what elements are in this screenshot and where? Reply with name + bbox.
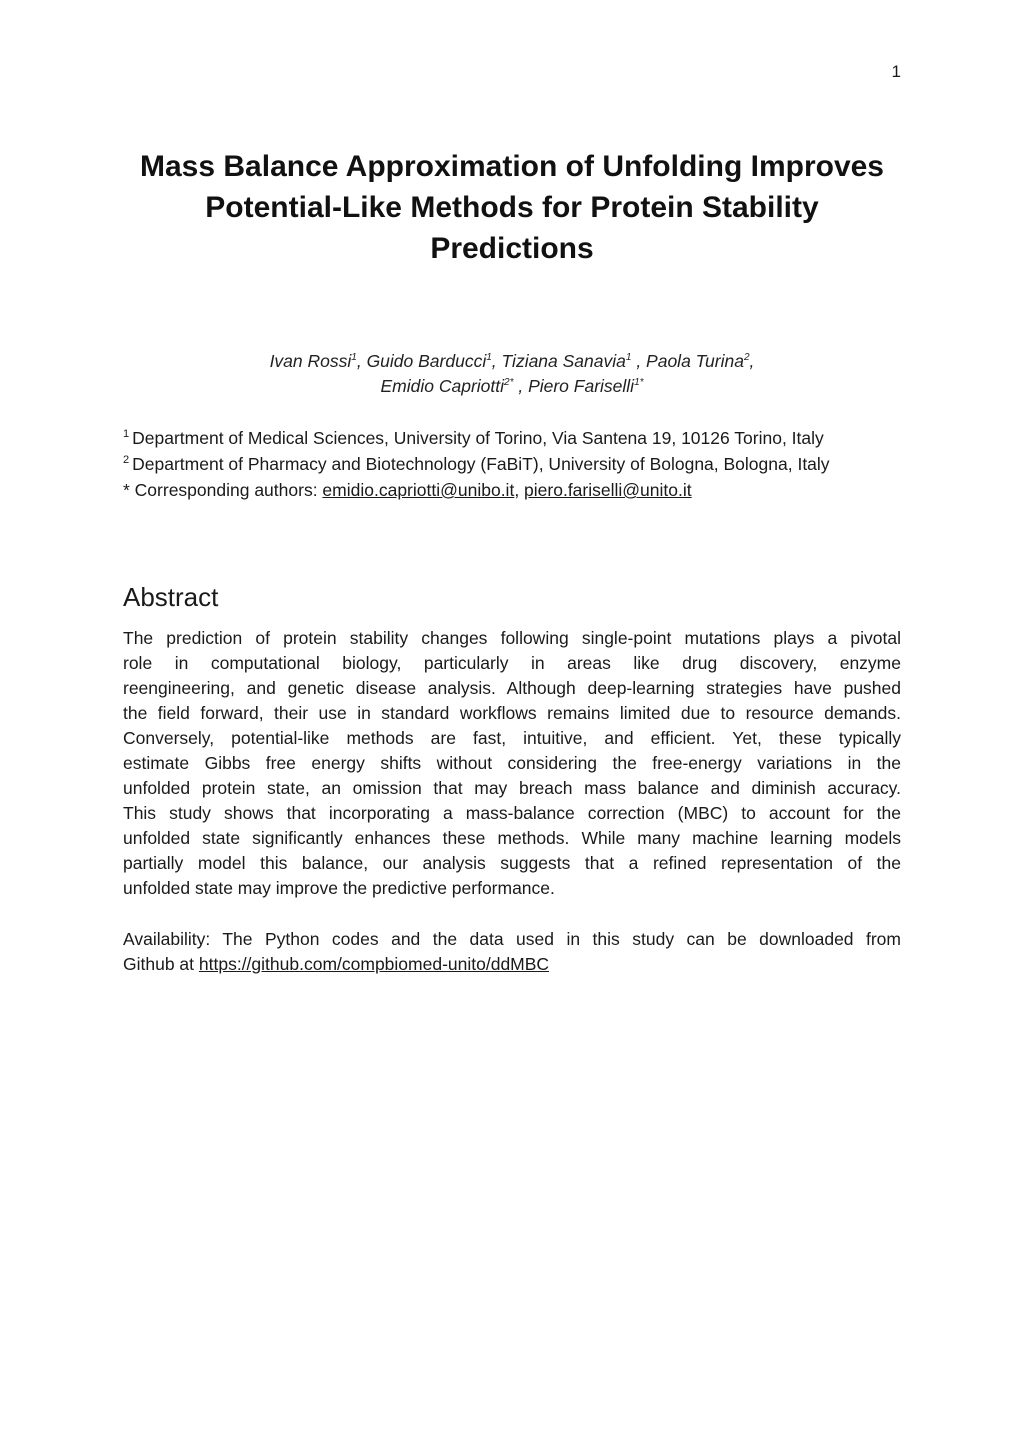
abstract-body: [123, 626, 901, 901]
author-affiliation-marker: 1: [625, 352, 632, 364]
author-separator: ,: [513, 376, 529, 396]
author-list: [100, 349, 924, 399]
availability-statement: [123, 927, 901, 977]
title-line: Mass Balance Approximation of Unfolding Improves: [140, 150, 884, 183]
corresponding-authors: [123, 477, 913, 503]
affiliation-line: [123, 425, 913, 451]
author-separator: ,: [491, 351, 502, 371]
abstract-line: partially model this balance, our analysis suggests that a refined representation of the: [123, 853, 901, 873]
author-line: [100, 349, 924, 374]
abstract-line: the field forward, their use in standard workflows remains limited due to resource demands.: [123, 703, 901, 723]
author-affiliation-marker: 1: [486, 352, 492, 364]
affiliation-line: [123, 451, 913, 477]
availability-line: [123, 952, 901, 977]
email-link-fariselli[interactable]: piero.fariselli@unito.it: [524, 480, 692, 500]
abstract-heading: Abstract: [123, 582, 219, 612]
abstract-line: estimate Gibbs free energy shifts without considering the free-energy variations in the: [123, 753, 901, 773]
page-number: 1: [891, 62, 901, 81]
author-affiliation-marker: 2: [743, 352, 750, 364]
author-affiliation-marker: 2*: [504, 377, 514, 389]
author-separator: ,: [356, 351, 367, 371]
author-separator: ,: [631, 351, 647, 371]
abstract-line: role in computational biology, particularly in areas like drug discovery, enzyme: [123, 653, 901, 673]
email-link-capriotti[interactable]: emidio.capriotti@unibo.it: [322, 480, 515, 500]
abstract-line: The prediction of protein stability changes following single-point mutations plays a pivotal: [123, 628, 901, 648]
corresponding-label: * Corresponding authors:: [123, 480, 323, 500]
affiliation-text: Department of Pharmacy and Biotechnology (FaBiT), University of Bologna, Bologna, Italy: [132, 454, 830, 474]
affiliation-marker: 2: [123, 454, 130, 467]
paper-title: [100, 146, 924, 269]
author-line: [100, 374, 924, 399]
abstract-line: unfolded protein state, an omission that may breach mass balance and diminish accuracy.: [123, 778, 901, 798]
title-line: Predictions: [430, 232, 594, 265]
author-name: Guido Barducci: [366, 351, 487, 371]
author-affiliation-marker: 1*: [634, 377, 644, 389]
abstract-line: unfolded state may improve the predictive performance.: [123, 878, 555, 898]
abstract-line: Conversely, potential-like methods are fast, intuitive, and efficient. Yet, these typically: [123, 728, 901, 748]
author-separator: ,: [749, 351, 755, 371]
author-affiliation-marker: 1: [351, 352, 357, 364]
affiliation-text: Department of Medical Sciences, University of Torino, Via Santena 19, 10126 Torino, Italy: [132, 428, 824, 448]
author-name: Ivan Rossi: [269, 351, 352, 371]
author-name: Tiziana Sanavia: [501, 351, 626, 371]
abstract-line: unfolded state significantly enhances these methods. While many machine learning models: [123, 828, 901, 848]
author-name: Emidio Capriotti: [380, 376, 505, 396]
github-link[interactable]: https://github.com/compbiomed-unito/ddMBC: [198, 954, 550, 974]
title-line: Potential-Like Methods for Protein Stability: [205, 191, 819, 224]
author-name: Piero Fariselli: [528, 376, 635, 396]
affiliation-marker: 1: [123, 428, 130, 441]
abstract-line: reengineering, and genetic disease analysis. Although deep-learning strategies have pushed: [123, 678, 901, 698]
availability-line: Availability: The Python codes and the data used in this study can be downloaded from: [123, 929, 901, 949]
author-name: Paola Turina: [646, 351, 744, 371]
affiliations: [123, 425, 913, 503]
email-separator: ,: [514, 480, 525, 500]
abstract-line: This study shows that incorporating a mass-balance correction (MBC) to account for the: [123, 803, 901, 823]
availability-prefix: Github at: [123, 954, 199, 974]
